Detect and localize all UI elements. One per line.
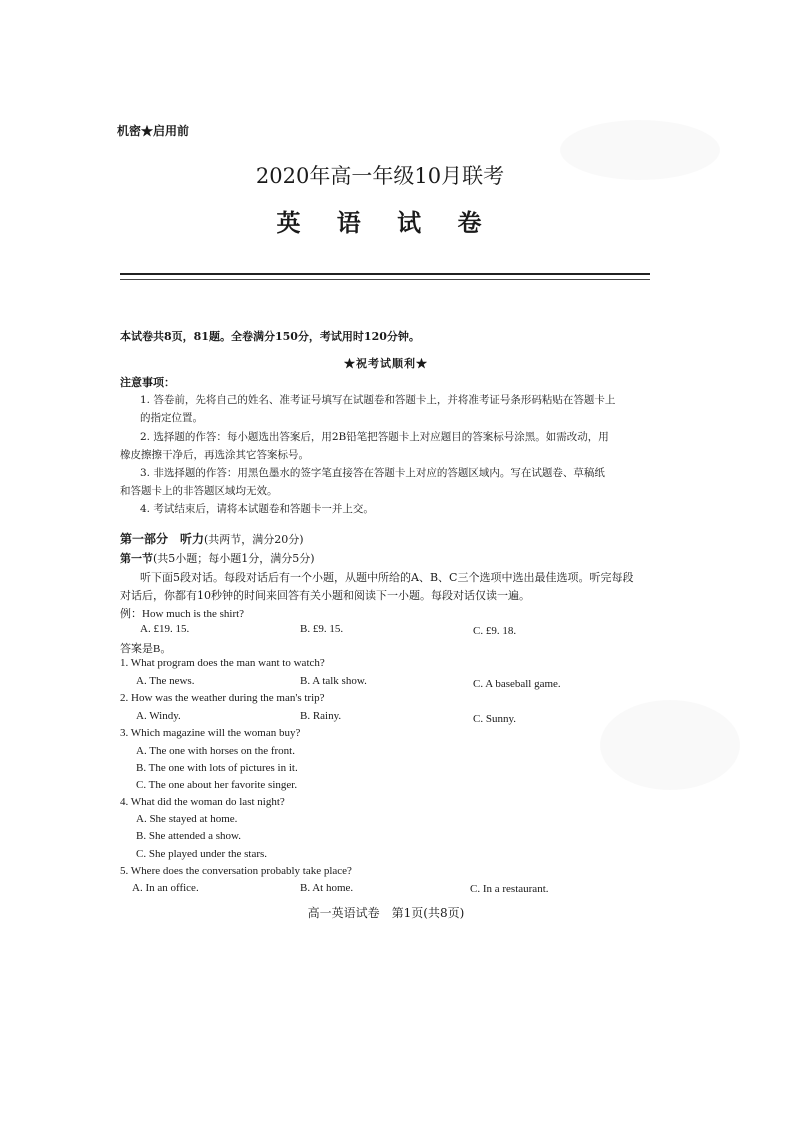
exam-title: 2020年高一年级10月联考 bbox=[255, 164, 505, 188]
part-one-subtitle: (共两节，满分20分) bbox=[204, 533, 304, 546]
header-rule-thin bbox=[120, 279, 650, 280]
instructions-line-2: 对话后，你都有10秒钟的时间来回答有关小题和阅读下一小题。每段对话仅读一遍。 bbox=[120, 589, 530, 602]
section-one-heading bbox=[120, 550, 315, 566]
question-1-option-b: B. A talk show. bbox=[300, 675, 367, 687]
question-3-option-a: A. The one with horses on the front. bbox=[136, 745, 295, 757]
section-one-subtitle: (共5小题；每小题1分，满分5分) bbox=[153, 552, 315, 565]
example-option-b: B. £9. 15. bbox=[300, 623, 344, 635]
page-footer: 高一英语试卷 第1页(共8页) bbox=[307, 906, 465, 920]
section-one-title: 第一节 bbox=[120, 552, 153, 565]
question-5-option-a: A. In an office. bbox=[132, 882, 199, 894]
notice-heading: 注意事项： bbox=[120, 376, 175, 389]
notice-item-2-cont: 橡皮擦擦干净后，再选涂其它答案标号。 bbox=[120, 449, 309, 461]
question-2-option-c: C. Sunny. bbox=[473, 713, 516, 725]
exam-intro: 本试卷共8页，81题。全卷满分150分，考试用时120分钟。 bbox=[120, 330, 420, 343]
notice-item-3-cont: 和答题卡上的非答题区域均无效。 bbox=[120, 485, 278, 497]
notice-item-3: 3. 非选择题的作答：用黑色墨水的签字笔直接答在答题卡上对应的答题区域内。写在试题卷、草稿纸 bbox=[140, 467, 605, 479]
subject-title: 英 语 试 卷 bbox=[276, 208, 496, 237]
instructions-line-1: 听下面5段对话。每段对话后有一个小题，从题中所给的A、B、C三个选项中选出最佳选项。听完每段 bbox=[140, 571, 634, 584]
part-one-heading bbox=[120, 530, 304, 547]
part-one-title: 第一部分 听力 bbox=[120, 532, 205, 546]
question-2: 2. How was the weather during the man's trip? bbox=[120, 692, 325, 704]
good-luck-line: ★祝考试顺利★ bbox=[344, 357, 428, 370]
example-option-c: C. £9. 18. bbox=[473, 625, 517, 637]
question-5: 5. Where does the conversation probably take place? bbox=[120, 865, 352, 877]
question-2-option-a: A. Windy. bbox=[136, 710, 181, 722]
example-option-a: A. £19. 15. bbox=[140, 623, 190, 635]
question-1-option-a: A. The news. bbox=[136, 675, 195, 687]
question-5-option-c: C. In a restaurant. bbox=[470, 883, 549, 895]
question-5-option-b: B. At home. bbox=[300, 882, 354, 894]
question-3-option-b: B. The one with lots of pictures in it. bbox=[136, 762, 298, 774]
notice-item-1-cont: 的指定位置。 bbox=[140, 412, 203, 424]
question-1-option-c: C. A baseball game. bbox=[473, 678, 561, 690]
notice-item-2: 2. 选择题的作答：每小题选出答案后，用2B铅笔把答题卡上对应题目的答案标号涂黑。如需改动，用 bbox=[140, 431, 609, 443]
question-2-option-b: B. Rainy. bbox=[300, 710, 342, 722]
notice-item-4: 4. 考试结束后，请将本试题卷和答题卡一并上交。 bbox=[140, 503, 374, 515]
header-rule-thick bbox=[120, 273, 650, 275]
question-1: 1. What program does the man want to watch? bbox=[120, 657, 325, 669]
question-3: 3. Which magazine will the woman buy? bbox=[120, 727, 301, 739]
scan-smudge bbox=[600, 700, 740, 790]
question-4-option-a: A. She stayed at home. bbox=[136, 813, 238, 825]
example-question: 例：How much is the shirt? bbox=[120, 608, 245, 620]
question-4: 4. What did the woman do last night? bbox=[120, 796, 285, 808]
question-4-option-c: C. She played under the stars. bbox=[136, 848, 268, 860]
question-4-option-b: B. She attended a show. bbox=[136, 830, 241, 842]
example-answer: 答案是B。 bbox=[120, 643, 172, 655]
question-3-option-c: C. The one about her favorite singer. bbox=[136, 779, 298, 791]
confidential-label: 机密★启用前 bbox=[117, 124, 190, 138]
notice-item-1: 1. 答卷前，先将自己的姓名、准考证号填写在试题卷和答题卡上，并将准考证号条形码粘贴在答题卡上 bbox=[140, 394, 616, 406]
